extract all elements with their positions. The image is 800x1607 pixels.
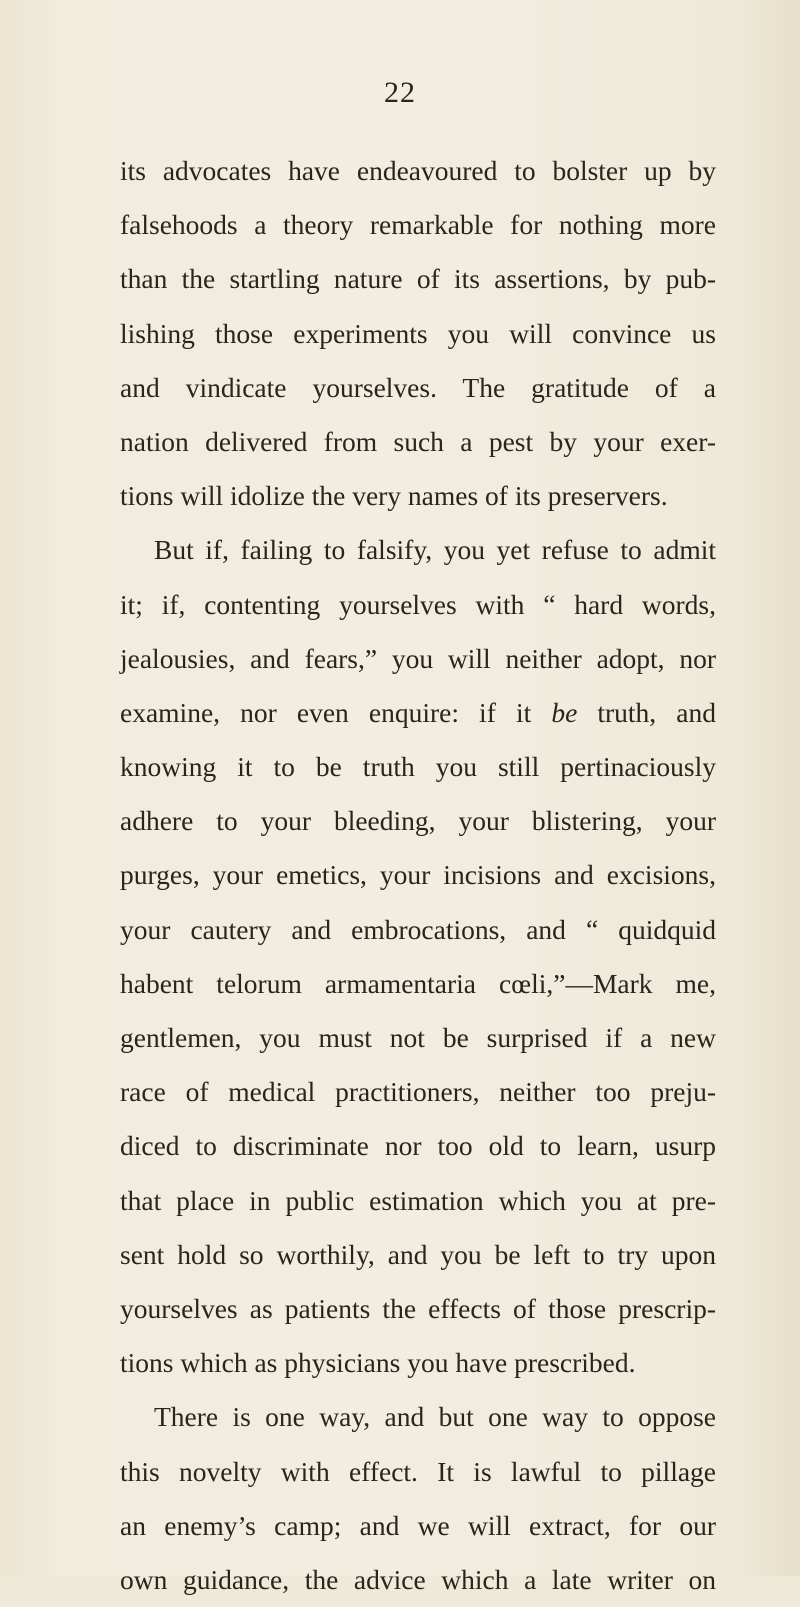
text-line: diced to discriminate nor too old to learn, usurp — [120, 1130, 716, 1162]
page-number: 22 — [384, 76, 416, 109]
italic-word: be — [551, 696, 578, 728]
text-line: adhere to your bleeding, your blistering, your — [120, 805, 716, 837]
text-line: own guidance, the advice which a late writer on — [120, 1563, 716, 1595]
text-line: habent telorum armamentaria cœli,”—Mark me, — [120, 967, 716, 999]
text-line: an enemy’s camp; and we will extract, for our — [120, 1509, 716, 1541]
text-line: your cautery and embrocations, and “ quidquid — [120, 913, 716, 945]
text-line: jealousies, and fears,” you will neither adopt, nor — [120, 642, 716, 674]
body-text — [120, 144, 716, 1607]
text-line: race of medical practitioners, neither too preju- — [120, 1076, 716, 1108]
text-line: this novelty with effect. It is lawful to pillage — [120, 1455, 716, 1487]
text-line: There is one way, and but one way to oppose — [154, 1401, 716, 1433]
text-line: and vindicate yourselves. The gratitude of a — [120, 371, 716, 403]
text-line: examine, nor even enquire: if it be truth, and — [120, 696, 716, 728]
text-line: knowing it to be truth you still pertinaciously — [120, 751, 716, 783]
text-line: it; if, contenting yourselves with “ hard words, — [120, 588, 716, 620]
text-line: But if, failing to falsify, you yet refuse to admit — [154, 534, 716, 566]
text-line: gentlemen, you must not be surprised if a new — [120, 1022, 716, 1053]
text-line: than the startling nature of its assertions, by pub- — [120, 263, 716, 295]
text-line: that place in public estimation which you at pre- — [120, 1184, 716, 1216]
text-line: lishing those experiments you will convince us — [120, 317, 716, 349]
text-line: falsehoods a theory remarkable for nothing more — [120, 209, 716, 241]
text-line: sent hold so worthily, and you be left to try upon — [120, 1238, 716, 1270]
text-line: tions will idolize the very names of its preservers. — [120, 480, 668, 512]
text-line: tions which as physicians you have prescribed. — [120, 1347, 636, 1379]
text-line: purges, your emetics, your incisions and excisions, — [120, 859, 716, 891]
text-line: yourselves as patients the effects of those prescrip- — [120, 1292, 716, 1324]
text-line: its advocates have endeavoured to bolster up by — [120, 155, 716, 186]
text-line: nation delivered from such a pest by your exer- — [120, 425, 716, 457]
